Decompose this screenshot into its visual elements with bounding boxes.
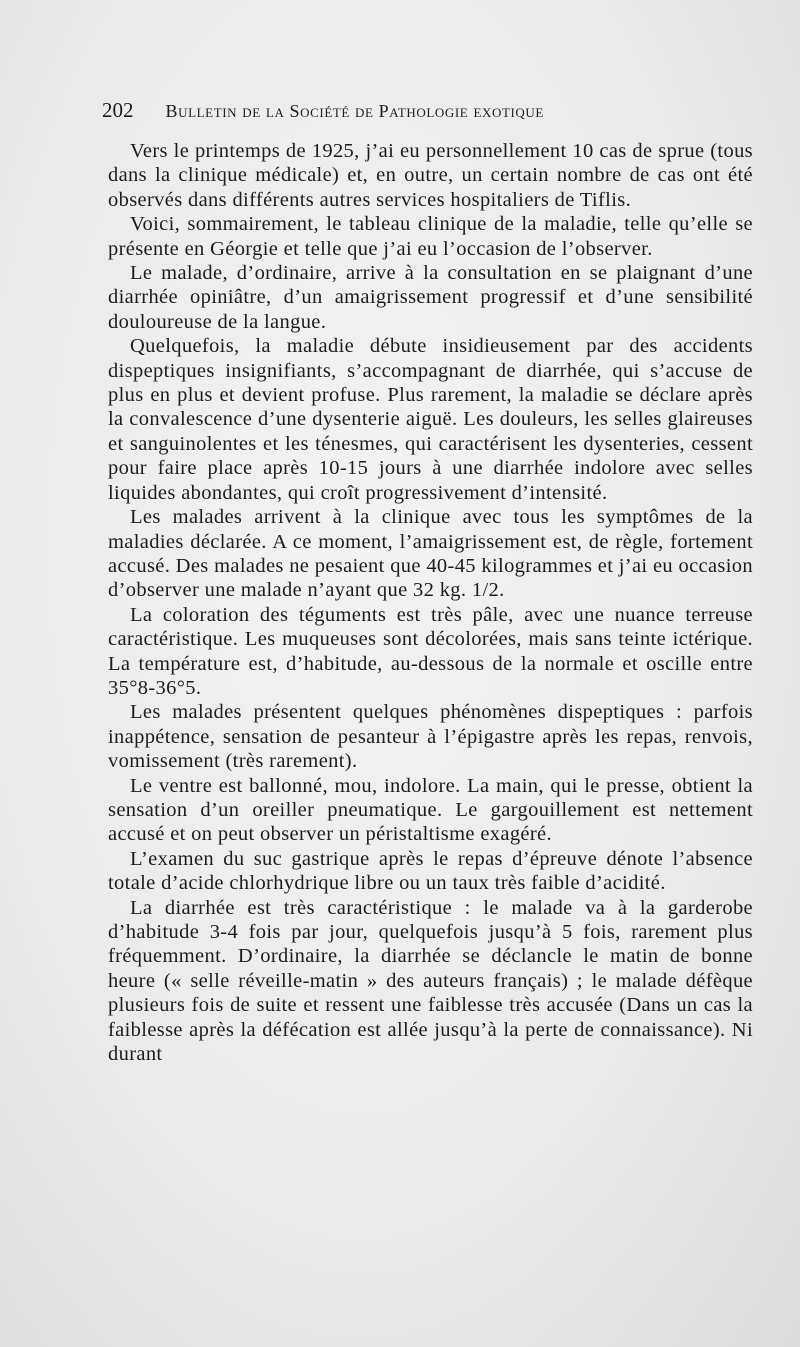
paragraph: L’examen du suc gastrique après le repas d’épreuve dénote l’absence totale d’acide chlorhydrique libre ou un taux très faible d’acidité. xyxy=(108,847,753,895)
paragraph: La coloration des téguments est très pâle, avec une nuance terreuse caractéristique. Les muqueuses sont décolorées, mais sans teinte ictérique. La température est, d’habitude, au-dessous de la normale et oscille entre 35°8-36°5. xyxy=(108,603,753,699)
running-head: Bulletin de la Société de Pathologie exotique xyxy=(165,101,544,121)
body-text xyxy=(108,139,753,1066)
paragraph: Voici, sommairement, le tableau clinique de la maladie, telle qu’elle se présente en Géorgie et telle que j’ai eu l’occasion de l’observer. xyxy=(108,213,753,260)
page-header xyxy=(102,98,662,123)
paragraph: Quelquefois, la maladie débute insidieusement par des accidents dispeptiques insignifiants, s’accompagnant de diarrhée, qui s’accuse de plus en plus et devient profuse. Plus rarement, la maladie se déclare après la convalescence d’une dysenterie aiguë. Les douleurs, les selles glaireuses et sanguinolentes et les ténesmes, qui caractérisent les dysenteries, cessent pour faire place après 10-15 jours à une diarrhée indolore avec selles liquides abondantes, qui croît progressivement d’intensité. xyxy=(108,335,753,504)
paragraph: Le malade, d’ordinaire, arrive à la consultation en se plaignant d’une diarrhée opiniâtre, d’un amaigrissement progressif et d’une sensibilité douloureuse de la langue. xyxy=(108,262,753,333)
page-number: 202 xyxy=(102,98,134,122)
paragraph: Vers le printemps de 1925, j’ai eu personnellement 10 cas de sprue (tous dans la clinique médicale) et, en outre, un certain nombre de cas ont été observés dans différents autres services hospitaliers de Tiflis. xyxy=(108,140,753,211)
paragraph: Le ventre est ballonné, mou, indolore. La main, qui le presse, obtient la sensation d’un oreiller pneumatique. Le gargouillement est nettement accusé et on peut observer un péristaltisme exagéré. xyxy=(108,774,753,846)
paragraph: Les malades arrivent à la clinique avec tous les symptômes de la maladies déclarée. A ce moment, l’amaigrissement est, de règle, fortement accusé. Des malades ne pesaient que 40-45 kilogrammes et j’ai eu occasion d’observer une malade n’ayant que 32 kg. 1/2. xyxy=(108,506,753,602)
paragraph: La diarrhée est très caractéristique : le malade va à la garderobe d’habitude 3-4 fois par jour, quelquefois jusqu’à 5 fois, rarement plus fréquemment. D’ordinaire, la diarrhée se déclancle le matin de bonne heure (« selle réveille-matin » des auteurs français) ; le malade défèque plusieurs fois de suite et ressent une faiblesse très accusée (Dans un cas la faiblesse après la défécation est allée jusqu’à la perte de connaissance). Ni durant xyxy=(108,896,753,1066)
paragraph: Les malades présentent quelques phénomènes dispeptiques : parfois inappétence, sensation de pesanteur à l’épigastre après les repas, renvois, vomissement (très rarement). xyxy=(108,701,753,773)
